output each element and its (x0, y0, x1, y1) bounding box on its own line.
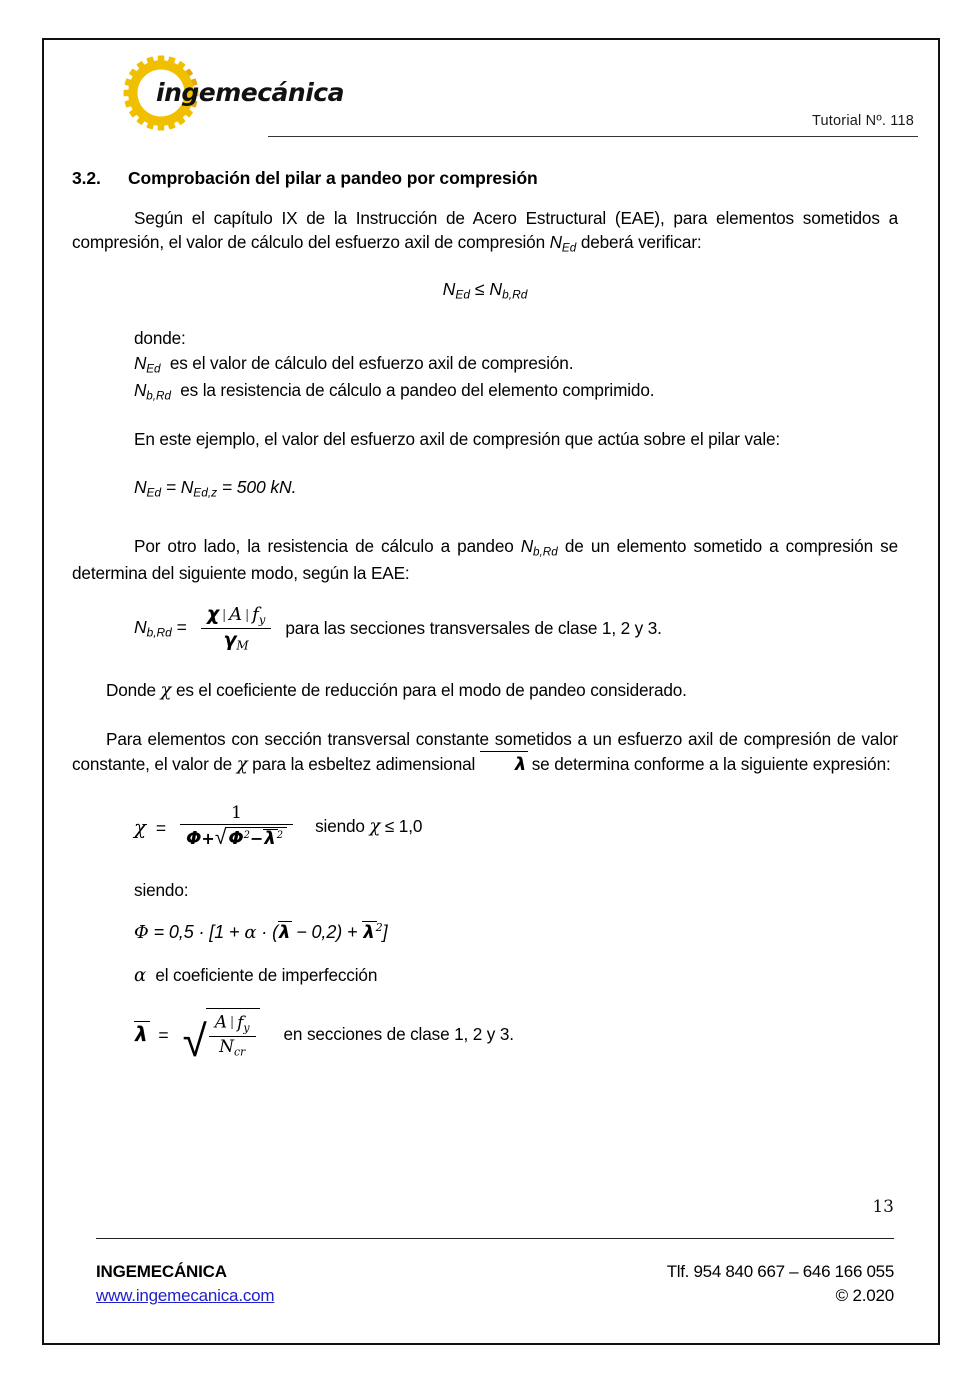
paragraph-donde-chi-a: Donde (106, 679, 161, 700)
area-symbol: A (229, 604, 243, 626)
formula-lambda-lhs (134, 1022, 169, 1046)
radical-sign-icon: √ (214, 826, 227, 850)
chi-inline-symbol-3: χ (369, 816, 381, 838)
formula-nbrd-symbol: N (134, 617, 147, 638)
chi-inline-symbol-2: χ (236, 753, 248, 775)
square-root (215, 827, 287, 848)
lambda-bar-symbol-2: λ (264, 828, 276, 850)
symbol-nbrd-subscript: b,Rd (533, 545, 558, 559)
header-divider (268, 136, 918, 137)
multiplication-dot-icon: | (245, 605, 249, 622)
radicand (225, 827, 287, 848)
paragraph-resistencia-text-a: Por otro lado, la resistencia de cálculo a pandeo (134, 535, 521, 556)
eq-ned-middle: = N (161, 477, 194, 498)
formula-nbrd-numerator (201, 603, 271, 628)
formula-chi (72, 803, 898, 850)
eq-ned-subscript-2: Ed,z (193, 485, 218, 500)
definition-nbrd-symbol: N (134, 380, 147, 401)
definition-ned (134, 351, 898, 378)
formula-chi-symbol: χ (134, 814, 147, 839)
paragraph-para-elementos-c: se determina conforme a la siguiente expresión: (527, 753, 891, 774)
formula-nbrd (72, 603, 898, 654)
section-title-text: Comprobación del pilar a pandeo por compresión (128, 168, 538, 188)
alpha-symbol: α (134, 965, 147, 987)
definition-nbrd (134, 378, 898, 405)
paragraph-intro (72, 206, 898, 257)
square-root-lambda (182, 1008, 260, 1066)
lambda-bar-symbol: λ (480, 752, 527, 778)
alpha-definition (72, 965, 898, 986)
ingemecanica-logo (122, 52, 352, 137)
phi-symbol: Φ (186, 828, 202, 850)
equation-ned-le-nbrd (72, 279, 898, 301)
eq-ned-value: = 500 kN. (217, 477, 297, 498)
footer-brand: INGEMECÁNICA (96, 1261, 227, 1281)
formula-nbrd-lhs (134, 617, 187, 639)
paragraph-donde-chi-b: es el coeficiente de reducción para el modo de pandeo considerado. (171, 679, 687, 700)
definition-nbrd-subscript: b,Rd (146, 389, 171, 403)
plus-operator: + (201, 829, 215, 849)
formula-lambda-denominator (213, 1037, 251, 1060)
phi-expression-a: = 0,5 · [1 + (148, 922, 245, 943)
phi-symbol-2: Φ (228, 828, 244, 850)
definition-ned-text: es el valor de cálculo del esfuerzo axil de compresión. (169, 353, 574, 374)
eq-main-left-subscript: Ed (455, 287, 470, 302)
paragraph-para-elementos-b: para la esbeltez adimensional (247, 753, 480, 774)
multiplication-dot-icon: | (230, 1013, 234, 1030)
lambda-bar-symbol-5: λ (135, 1022, 148, 1047)
gamma-subscript: M (236, 638, 249, 653)
lambda-exponent: 2 (276, 830, 284, 842)
equation-ned-value (72, 477, 898, 499)
phi-expression-d: ] (382, 922, 388, 943)
footer-left (96, 1260, 274, 1309)
area-symbol-2: A (214, 1012, 228, 1033)
document-body (44, 150, 942, 1066)
footer-copyright: © 2.020 (835, 1286, 894, 1306)
symbol-ned-subscript: Ed (561, 241, 577, 255)
phi-inline-symbol: Φ (134, 922, 149, 944)
formula-chi-equals: = (155, 817, 167, 838)
footer-website-link[interactable]: www.ingemecanica.com (96, 1286, 275, 1306)
donde-label: donde: (134, 327, 186, 348)
paragraph-resistencia-text-b: de un elemento sometido a compresión se determina del siguiente modo, según la EAE: (72, 535, 898, 583)
formula-chi-lhs (134, 815, 166, 839)
section-heading (72, 168, 898, 189)
formula-phi (72, 921, 898, 943)
chi-inline-symbol: χ (160, 679, 172, 701)
page-header (44, 40, 942, 150)
formula-lambda (72, 1008, 898, 1066)
formula-chi-trailing-a: siendo (315, 816, 370, 837)
formula-nbrd-fraction (201, 603, 271, 654)
symbol-ned: N (549, 232, 562, 253)
formula-lambda-trailing: en secciones de clase 1, 2 y 3. (283, 1023, 514, 1044)
paragraph-intro-text-b: deberá verificar: (576, 232, 702, 253)
page-number: 13 (872, 1197, 894, 1217)
section-number: 3.2. (72, 168, 101, 188)
formula-nbrd-denominator (217, 629, 254, 654)
lambda-bar-symbol-3: λ (279, 922, 291, 944)
definition-ned-subscript: Ed (146, 362, 161, 376)
multiplication-dot-icon: | (222, 605, 226, 622)
radicand-lambda (206, 1008, 260, 1060)
formula-nbrd-subscript: b,Rd (146, 625, 172, 640)
page-footer (96, 1260, 894, 1309)
formula-lambda-equals: = (158, 1025, 169, 1046)
footer-divider (96, 1238, 894, 1239)
phi-expression-b: · ( (256, 922, 278, 943)
definition-list (72, 326, 898, 405)
formula-lambda-fraction (209, 1012, 256, 1060)
fy-symbol-2: fy (237, 1012, 250, 1034)
paragraph-para-elementos-a: Para elementos con sección transversal constante sometidos a un esfuerzo axil de compresión de valor constante, el valor de (72, 729, 898, 774)
gamma-symbol: γ (223, 629, 237, 652)
eq-main-right-subscript: b,Rd (502, 287, 528, 302)
formula-lambda-numerator (209, 1012, 256, 1036)
alpha-definition-text: el coeficiente de imperfección (155, 965, 378, 986)
lambda-bar-symbol-4: λ (363, 922, 375, 944)
logo-wordmark: ingemecánica (156, 78, 344, 107)
formula-nbrd-equals: = (176, 617, 187, 638)
eq-ned-subscript: Ed (146, 485, 162, 500)
tutorial-number: Tutorial Nº. 118 (812, 113, 914, 129)
eq-ned-symbol: N (134, 477, 147, 498)
footer-right (667, 1260, 894, 1309)
fy-symbol: fy (252, 604, 266, 627)
paragraph-resistencia (72, 534, 898, 585)
formula-chi-trailing (315, 816, 422, 837)
eq-main-left-symbol: N (442, 279, 456, 300)
lambda-exponent-2: 2 (375, 921, 383, 935)
formula-chi-fraction (180, 803, 293, 850)
formula-nbrd-trailing-text: para las secciones transversales de clase 1, 2 y 3. (285, 617, 662, 638)
minus-operator: − (249, 829, 264, 849)
symbol-nbrd: N (520, 535, 534, 556)
formula-chi-numerator: 1 (231, 803, 242, 824)
page-frame (42, 38, 940, 1345)
siendo-label: siendo: (134, 880, 189, 901)
alpha-inline-symbol: α (244, 922, 257, 944)
footer-phone: Tlf. 954 840 667 – 646 166 055 (666, 1261, 894, 1281)
paragraph-intro-text-a: Según el capítulo IX de la Instrucción de Acero Estructural (EAE), para elementos sometidos a compresión, el valor de cálculo del esfuerzo axil de compresión (72, 208, 898, 253)
definition-nbrd-text: es la resistencia de cálculo a pandeo del elemento comprimido. (180, 380, 655, 401)
eq-main-relation: ≤ (474, 279, 485, 300)
phi-exponent: 2 (243, 830, 250, 842)
formula-chi-denominator (180, 825, 293, 850)
chi-symbol: χ (206, 603, 220, 626)
paragraph-example: En este ejemplo, el valor del esfuerzo axil de compresión que actúa sobre el pilar vale: (134, 429, 781, 450)
radical-sign-icon: √ (182, 1016, 207, 1066)
formula-chi-trailing-b: ≤ 1,0 (380, 816, 423, 837)
eq-main-right-symbol: N (489, 279, 503, 300)
paragraph-para-elementos (72, 727, 898, 777)
definition-ned-symbol: N (134, 353, 147, 374)
paragraph-donde-chi (72, 678, 898, 704)
phi-expression-c: − 0,2) + (291, 922, 363, 943)
ncr-symbol: Ncr (219, 1036, 246, 1059)
